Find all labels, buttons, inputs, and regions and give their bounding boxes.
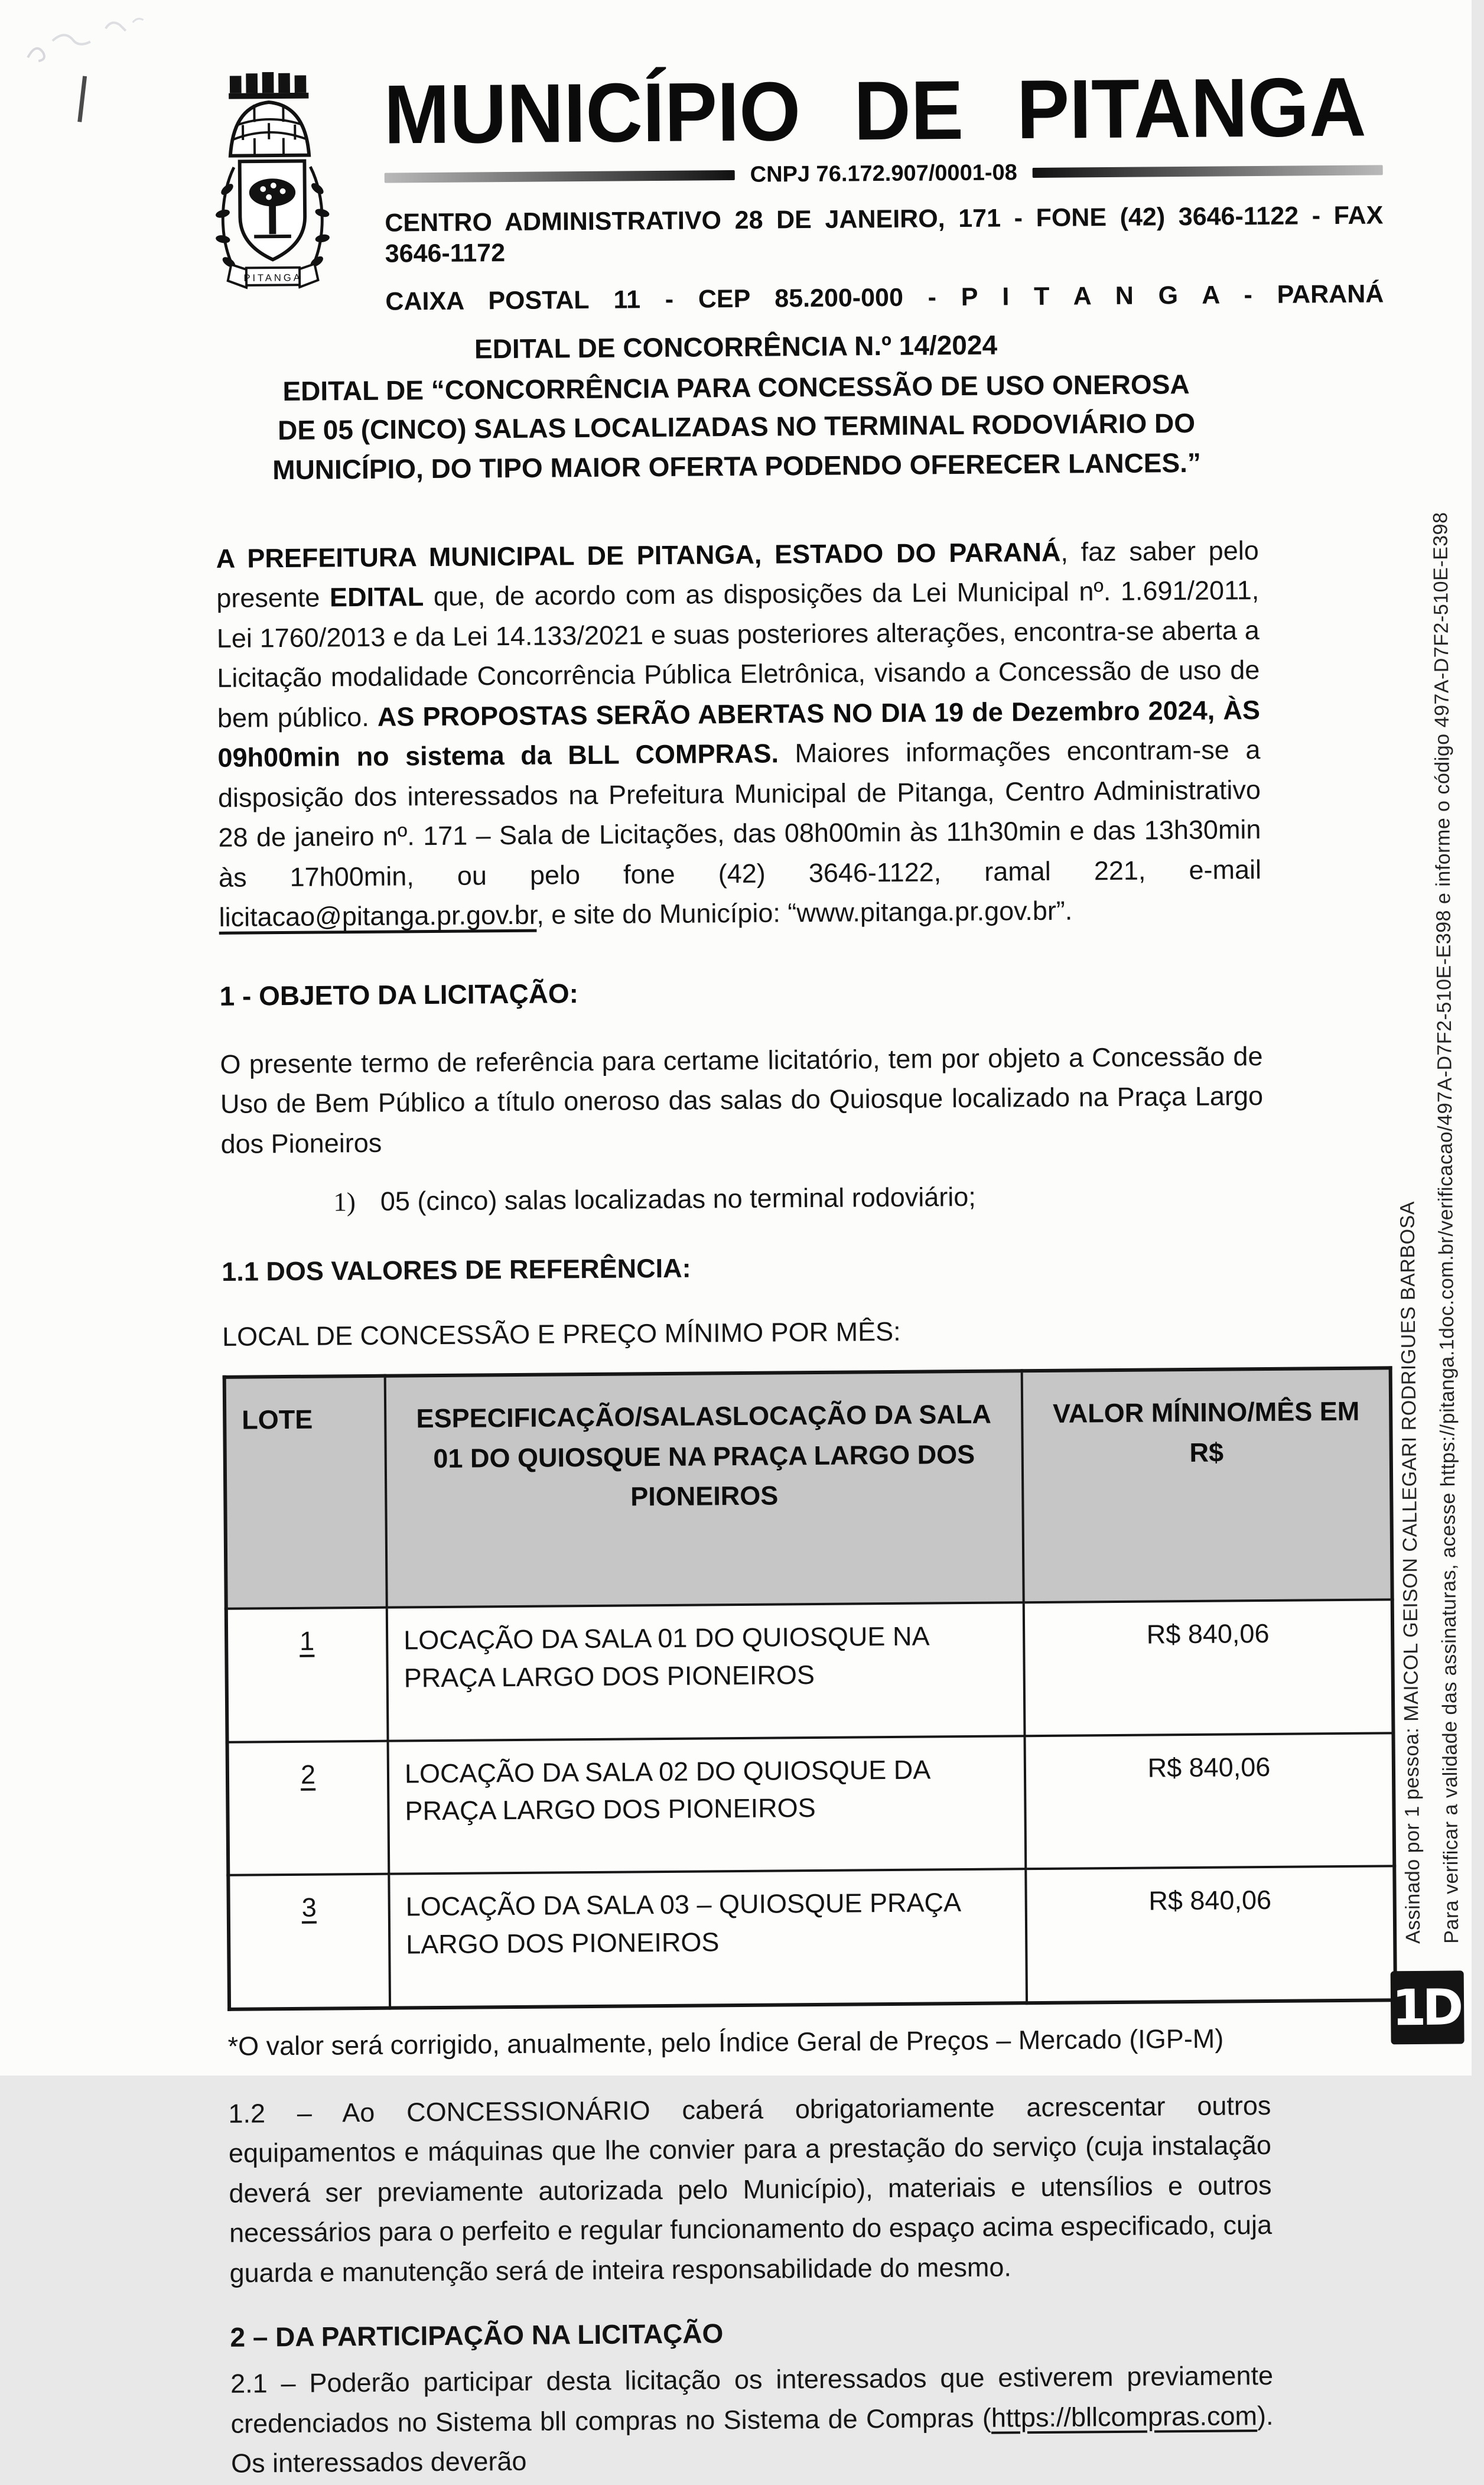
table-intro-line: LOCAL DE CONCESSÃO E PREÇO MÍNIMO POR MÊS: [222,1316,901,1352]
municipal-coat-of-arms [213,69,331,296]
intro-bold-propostas: AS PROPOSTAS SERÃO ABERTAS NO DIA 19 de Dezembro 2024, ÀS 09h00min no sistema da BLL COMPRAS. [217,694,1261,773]
edital-subject: EDITAL DE “CONCORRÊNCIA PARA CONCESSÃO DE USO ONEROSA DE 05 (CINCO) SALAS LOCALIZADAS NO TERMINAL RODOVIÁRIO DO MUNICÍPIO, DO TIPO MAIOR OFERTA PODENDO OFERECER LANCES.” [272,368,1202,486]
especificacao-cell: LOCAÇÃO DA SALA 01 DO QUIOSQUE NA PRAÇA LARGO DOS PIONEIROS [387,1602,1025,1741]
especificacao-cell: LOCAÇÃO DA SALA 02 DO QUIOSQUE DA PRAÇA LARGO DOS PIONEIROS [388,1736,1026,1874]
document-title [269,324,1203,490]
valor-cell: R$ 840,06 [1026,1866,1395,2003]
cnpj-bar [385,157,1383,190]
section-1-1-heading: 1.1 DOS VALORES DE REFERÊNCIA: [222,1253,691,1287]
cnpj-number: CNPJ 76.172.907/0001-08 [750,160,1017,187]
digital-signature-strip [1391,512,1463,1944]
document-body [214,323,1360,2483]
table-row [226,1599,1394,1742]
section-1-2-paragraph: 1.2 – Ao CONCESSIONÁRIO caberá obrigatoriamente acrescentar outros equipamentos e máquinas que lhe convier para a prestação do serviço (cuja instalação deverá ser previamente autorizada pelo Município), materiais e utensílios e outros necessários para o perfeito e regular funcionamento do espaço acima especificado, cuja guarda e manutenção será de inteira responsabilidade do mesmo. [228,2090,1273,2288]
section-2-1-paragraph: 2.1 – Poderão participar desta licitação os interessados que estiverem previamente credenciados no Sistema bll compras no Sistema de Compras (https://bllcompras.com). Os interessados deverão [230,2360,1274,2479]
signed-by-text: Assinado por 1 pessoa: MAICOL GEISON CALLEGARI RODRIGUES BARBOSA [1396,1201,1425,1944]
header-especificacao: ESPECIFICAÇÃO/SALASLOCAÇÃO DA SALA 01 DO QUIOSQUE NA PRAÇA LARGO DOS PIONEIROS [385,1371,1024,1607]
table-row [227,1733,1395,1875]
header-valor: VALOR MÍNINO/MÊS EM R$ [1022,1368,1392,1602]
municipality-name: MUNICÍPIO DE PITANGA [383,59,1367,161]
1doc-logo: 1D [1391,1970,1465,2044]
bllcompras-link[interactable]: https://bllcompras.com [991,2400,1258,2433]
intro-bold-edital: EDITAL [329,581,424,613]
edital-number: EDITAL DE CONCORRÊNCIA N.º 14/2024 [474,329,998,365]
address-line-1: CENTRO ADMINISTRATIVO 28 DE JANEIRO, 171 - FONE (42) 3646-1122 - FAX 3646-1172 [385,201,1384,268]
address-line-2: CAIXA POSTAL 11 - CEP 85.200-000 - P I T A N G A - PARANÁ [385,279,1384,316]
table-footnote: *O valor será corrigido, anualmente, pelo Índice Geral de Preços – Mercado (IGP-M) [227,2023,1224,2061]
table-header-row [224,1368,1392,1609]
section-1-heading: 1 - OBJETO DA LICITAÇÃO: [219,977,579,1011]
intro-bold-prefeitura: A PREFEITURA MUNICIPAL DE PITANGA, ESTADO DO PARANÁ [216,536,1061,574]
email-link[interactable]: licitacao@pitanga.pr.gov.br [219,899,537,933]
section-2-heading: 2 – DA PARTICIPAÇÃO NA LICITAÇÃO [230,2318,724,2353]
section-1-paragraph: O presente termo de referência para certame licitatório, tem por objeto a Concessão de Uso de Bem Público a título oneroso das salas do Quiosque localizado na Praça Largo dos Pioneiros [220,1040,1264,1159]
rule-right [1033,165,1383,178]
lote-cell: 3 [228,1874,390,2009]
intro-paragraph: A PREFEITURA MUNICIPAL DE PITANGA, ESTADO DO PARANÁ, faz saber pelo presente EDITAL que, de acordo com as disposições da Lei Municipal nº. 1.691/2011, Lei 1760/2013 e da Lei 14.133/2021 e suas posteriores alterações, encontra-se aberta a Licitação modalidade Concorrência Pública Eletrônica, visando a Concessão de uso de bem público. AS PROPOSTAS SERÃO ABERTAS NO DIA 19 de Dezembro 2024, ÀS 09h00min no sistema da BLL COMPRAS. Maiores informações encontram-se a disposição dos interessados na Prefeitura Municipal de Pitanga, Centro Administrativo 28 de janeiro nº. 171 – Sala de Licitações, das 08h00min às 11h30min e das 13h30min às 17h00min, ou pelo fone (42) 3646-1122, ramal 221, e-mail licitacao@pitanga.pr.gov.br, e site do Município: “www.pitanga.pr.gov.br”. [216,535,1262,933]
rule-left [385,170,735,183]
valor-cell: R$ 840,06 [1024,1733,1394,1869]
lote-cell: 1 [226,1607,388,1742]
table-row [228,1866,1395,2009]
lote-cell: 2 [227,1741,389,1875]
valor-cell: R$ 840,06 [1024,1599,1394,1736]
list-item-1: 1) 05 (cinco) salas localizadas no terminal rodoviário; [333,1182,977,1217]
letterhead [213,59,1384,316]
especificacao-cell: LOCAÇÃO DA SALA 03 – QUIOSQUE PRAÇA LARGO DOS PIONEIROS [389,1869,1027,2008]
signature-verification-text: Para verificar a validade das assinaturas, acesse https://pitanga.1doc.com.br/verificacao/497A-D7F2-510E-E398 e informe o código 497A-D7F2-510E-E398 [1429,512,1463,1944]
scan-edge-artifact [77,76,87,122]
header-lote: LOTE [224,1376,387,1609]
list-marker: 1) [333,1187,356,1217]
crest-ribbon-text: PITANGA [243,272,302,284]
pencil-scribble-mark [17,15,207,82]
reference-values-table [223,1367,1397,2011]
